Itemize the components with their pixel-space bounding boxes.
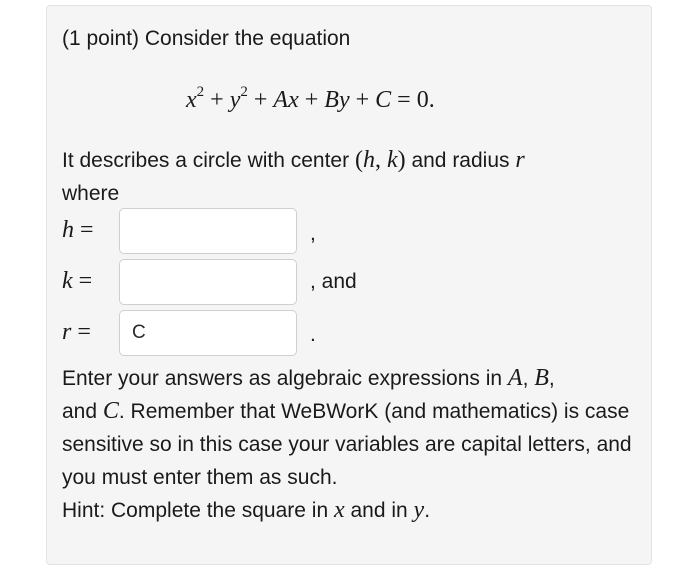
r-trailing-period: .	[310, 323, 316, 346]
k-label: k =	[62, 268, 93, 294]
hint-text: Hint: Complete the square in x and in y.	[62, 497, 431, 523]
problem-heading: (1 point) Consider the equation	[62, 27, 351, 50]
h-trailing-comma: ,	[310, 222, 316, 245]
r-label: r =	[62, 319, 91, 345]
answer-instructions: Enter your answers as algebraic expressions in A, B, and C. Remember that WeBWorK (and mathematics) is case sensitive so in this case your variables are capital letters, and you must enter them as such. Hint: Complete the square in x and in y.	[62, 365, 632, 523]
k-answer-input[interactable]	[119, 259, 297, 305]
h-answer-input[interactable]	[119, 208, 297, 254]
circle-equation: $x^2 + y^2 + Ax + By + C = 0$.	[186, 84, 435, 113]
h-label: h =	[62, 217, 94, 243]
r-answer-input[interactable]	[119, 310, 297, 356]
k-trailing-and: , and	[310, 270, 357, 293]
problem-description: It describes a circle with center (h, k) and radius r where	[62, 147, 525, 205]
